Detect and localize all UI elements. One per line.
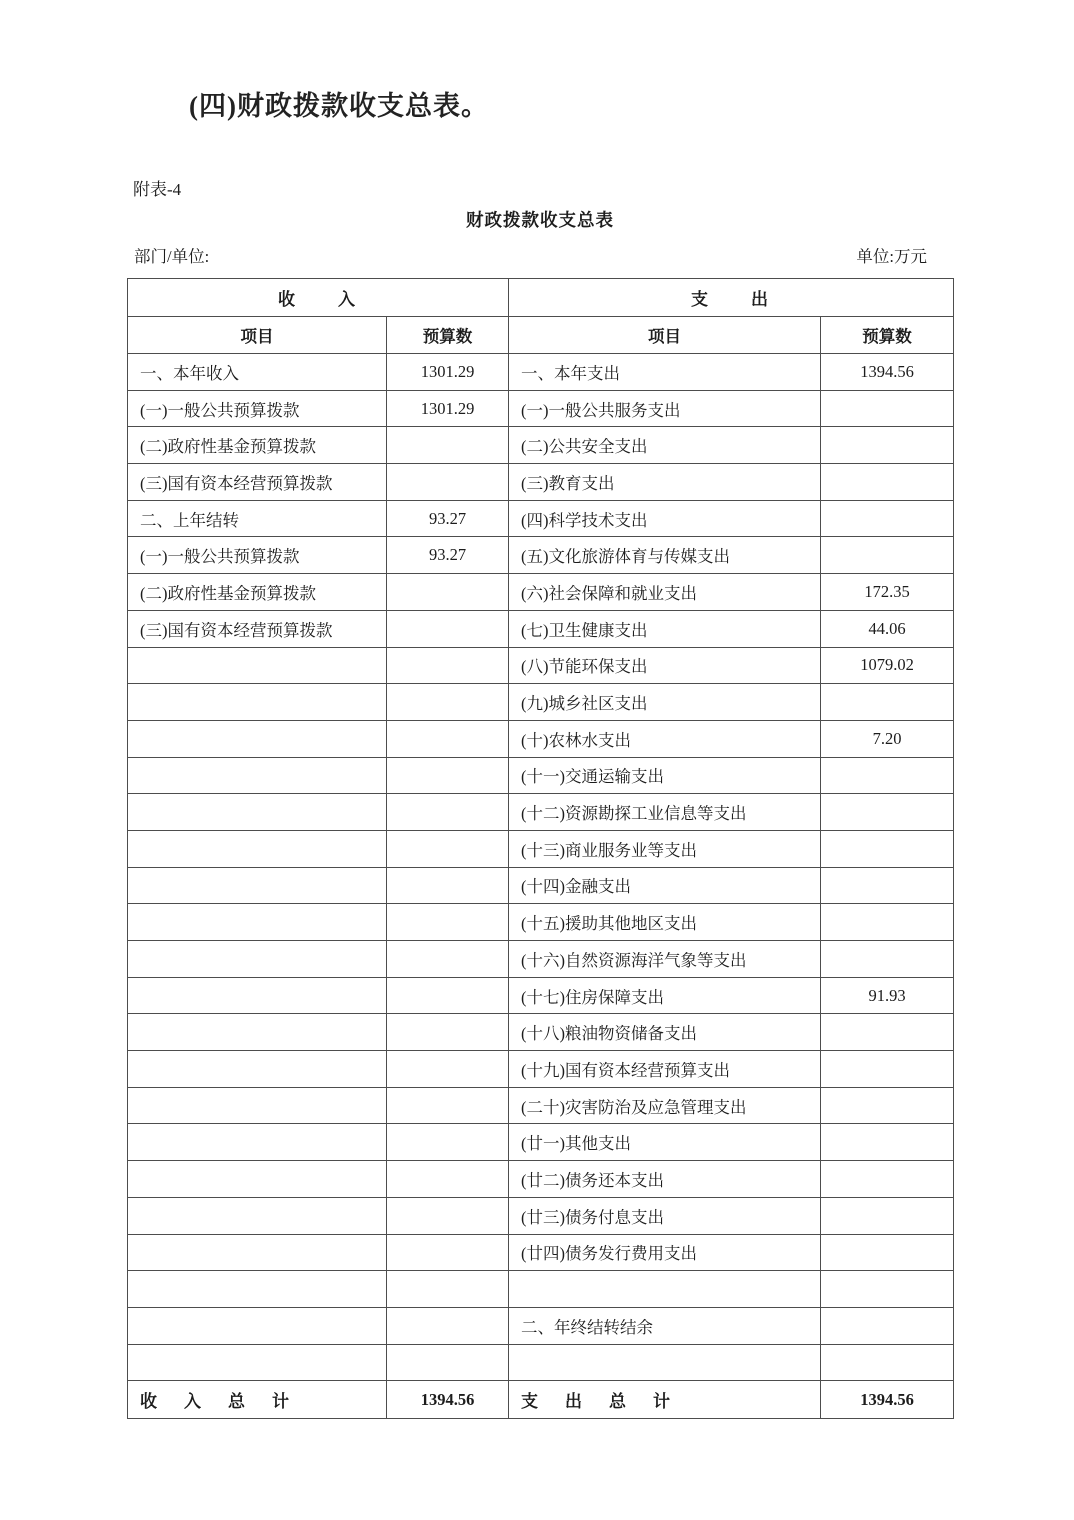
amount-unit-label: 单位:万元 [856,247,927,266]
table-row [128,794,954,831]
table-body [128,354,954,1381]
income-budget-cell [387,1161,509,1198]
expense-budget-cell: 1394.56 [821,354,954,391]
income-item-cell [128,1124,387,1161]
income-item-cell [128,904,387,941]
income-item-cell [128,757,387,794]
income-item-cell [128,977,387,1014]
income-item-cell [128,1087,387,1124]
income-budget-cell [387,647,509,684]
income-budget-cell [387,977,509,1014]
income-item-cell [128,684,387,721]
table-row [128,904,954,941]
expense-item-cell: (三)教育支出 [509,464,821,501]
income-budget-cell: 1301.29 [387,354,509,391]
table-row [128,610,954,647]
income-budget-cell [387,610,509,647]
income-total-label: 收 入 总 计 [128,1381,387,1419]
income-budget-cell [387,427,509,464]
expense-item-cell: (十一)交通运输支出 [509,757,821,794]
table-row [128,427,954,464]
expense-item-cell: (十四)金融支出 [509,867,821,904]
table-row [128,1197,954,1234]
income-budget-cell [387,1307,509,1344]
expense-item-cell: (九)城乡社区支出 [509,684,821,721]
table-row [128,390,954,427]
table-row [128,684,954,721]
expense-item-cell: (六)社会保障和就业支出 [509,574,821,611]
income-budget-cell [387,684,509,721]
income-item-cell: (一)一般公共预算拨款 [128,390,387,427]
column-header-row [128,317,954,354]
expense-budget-cell [821,464,954,501]
table-row [128,867,954,904]
expense-budget-cell: 44.06 [821,610,954,647]
expense-budget-cell [821,1307,954,1344]
table-row [128,720,954,757]
expense-budget-cell: 7.20 [821,720,954,757]
income-item-cell [128,1344,387,1381]
appendix-label: 附表-4 [133,180,182,199]
income-item-cell [128,1197,387,1234]
expense-item-cell: (廿三)债务付息支出 [509,1197,821,1234]
expense-budget-cell [821,684,954,721]
expense-section-header: 支 出 [509,279,954,317]
expense-budget-cell [821,867,954,904]
income-budget-cell [387,757,509,794]
income-item-cell: (二)政府性基金预算拨款 [128,574,387,611]
income-budget-cell [387,1234,509,1271]
income-budget-cell [387,1014,509,1051]
expense-budget-cell [821,1124,954,1161]
income-budget-cell [387,867,509,904]
income-budget-cell [387,574,509,611]
income-budget-cell [387,720,509,757]
expense-item-cell: (十七)住房保障支出 [509,977,821,1014]
income-section-header: 收 入 [128,279,509,317]
expense-item-cell: (八)节能环保支出 [509,647,821,684]
table-row [128,1124,954,1161]
income-item-cell [128,794,387,831]
income-item-cell [128,830,387,867]
income-budget-cell [387,1087,509,1124]
income-budget-cell: 93.27 [387,500,509,537]
table-row [128,500,954,537]
income-budget-cell: 1301.29 [387,390,509,427]
income-item-cell [128,1307,387,1344]
total-row [128,1381,954,1419]
expense-budget-cell [821,427,954,464]
expense-total-label: 支 出 总 计 [509,1381,821,1419]
income-item-cell [128,720,387,757]
income-budget-cell [387,830,509,867]
income-item-cell [128,1271,387,1308]
income-budget-cell: 93.27 [387,537,509,574]
expense-budget-cell [821,830,954,867]
table-title: 财政拨款收支总表 [466,210,614,230]
expense-budget-cell [821,1051,954,1088]
income-budget-cell [387,464,509,501]
section-header-row [128,279,954,317]
expense-item-cell: (一)一般公共服务支出 [509,390,821,427]
table-row [128,1344,954,1381]
expense-budget-cell [821,537,954,574]
expense-item-cell [509,1344,821,1381]
income-budget-cell [387,904,509,941]
expense-budget-cell [821,1344,954,1381]
table-row [128,1234,954,1271]
table-row [128,1307,954,1344]
expense-budget-cell [821,1197,954,1234]
income-budget-cell [387,1051,509,1088]
income-item-cell: (二)政府性基金预算拨款 [128,427,387,464]
expense-item-cell: (十三)商业服务业等支出 [509,830,821,867]
table-row [128,464,954,501]
income-item-cell [128,867,387,904]
table-row [128,354,954,391]
section-title: (四)财政拨款收支总表。 [189,91,489,121]
expense-budget-cell [821,757,954,794]
income-budget-cell [387,794,509,831]
expense-item-cell: (廿四)债务发行费用支出 [509,1234,821,1271]
expense-budget-cell [821,390,954,427]
expense-item-cell: (七)卫生健康支出 [509,610,821,647]
expense-item-cell: (十二)资源勘探工业信息等支出 [509,794,821,831]
table-row [128,1014,954,1051]
income-budget-cell [387,1344,509,1381]
table-row [128,1051,954,1088]
expense-item-cell: 二、年终结转结余 [509,1307,821,1344]
expense-item-cell: 一、本年支出 [509,354,821,391]
expense-budget-header: 预算数 [821,317,954,354]
expense-budget-cell [821,1234,954,1271]
expense-item-cell: (廿二)债务还本支出 [509,1161,821,1198]
income-budget-cell [387,1271,509,1308]
income-item-header: 项目 [128,317,387,354]
table-row [128,1087,954,1124]
income-item-cell [128,1051,387,1088]
expense-item-cell: (十八)粮油物资储备支出 [509,1014,821,1051]
expense-budget-cell [821,794,954,831]
table-meta-row [127,243,953,267]
expense-budget-cell: 1079.02 [821,647,954,684]
table-row [128,574,954,611]
expense-item-cell [509,1271,821,1308]
department-unit-label: 部门/单位: [134,247,210,266]
expense-budget-cell [821,1271,954,1308]
expense-budget-cell: 172.35 [821,574,954,611]
income-item-cell: 二、上年结转 [128,500,387,537]
table-row [128,830,954,867]
table-row [128,647,954,684]
expense-item-cell: (十六)自然资源海洋气象等支出 [509,941,821,978]
expense-budget-cell [821,904,954,941]
expense-item-cell: (二十)灾害防治及应急管理支出 [509,1087,821,1124]
expense-budget-cell: 91.93 [821,977,954,1014]
expense-item-cell: (廿一)其他支出 [509,1124,821,1161]
expense-item-cell: (五)文化旅游体育与传媒支出 [509,537,821,574]
expense-item-cell: (十九)国有资本经营预算支出 [509,1051,821,1088]
income-item-cell [128,1014,387,1051]
income-budget-cell [387,1197,509,1234]
table-row [128,1161,954,1198]
table-row [128,537,954,574]
expense-item-cell: (二)公共安全支出 [509,427,821,464]
income-budget-header: 预算数 [387,317,509,354]
income-item-cell: (一)一般公共预算拨款 [128,537,387,574]
expense-item-cell: (十)农林水支出 [509,720,821,757]
expense-budget-cell [821,1087,954,1124]
income-item-cell: (三)国有资本经营预算拨款 [128,610,387,647]
table-row [128,941,954,978]
income-budget-cell [387,1124,509,1161]
table-row [128,757,954,794]
expense-budget-cell [821,1014,954,1051]
expense-item-header: 项目 [509,317,821,354]
income-item-cell: (三)国有资本经营预算拨款 [128,464,387,501]
expense-item-cell: (十五)援助其他地区支出 [509,904,821,941]
table-row [128,1271,954,1308]
income-item-cell [128,647,387,684]
expense-budget-cell [821,1161,954,1198]
expense-budget-cell [821,500,954,537]
income-item-cell: 一、本年收入 [128,354,387,391]
income-item-cell [128,941,387,978]
expense-budget-cell [821,941,954,978]
income-total-value: 1394.56 [387,1381,509,1419]
income-budget-cell [387,941,509,978]
income-item-cell [128,1234,387,1271]
income-item-cell [128,1161,387,1198]
table-row [128,977,954,1014]
expense-total-value: 1394.56 [821,1381,954,1419]
expense-item-cell: (四)科学技术支出 [509,500,821,537]
budget-table [127,278,954,1419]
